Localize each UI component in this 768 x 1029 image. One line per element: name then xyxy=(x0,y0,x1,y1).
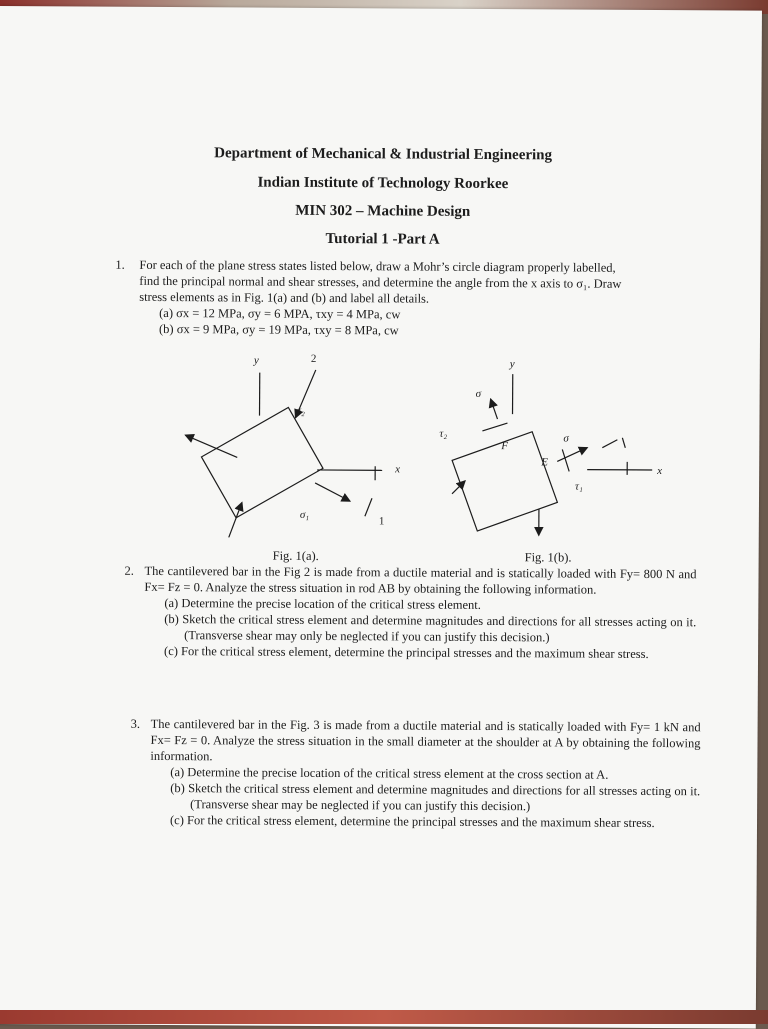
question-3 xyxy=(130,716,701,831)
fig-1b-diagram xyxy=(452,374,653,536)
question-1-line-2: find the principal normal and shear stresses, and determine the angle from the x axis to σ₁. Draw xyxy=(139,273,685,292)
course-heading: MIN 302 – Machine Design xyxy=(0,201,767,223)
question-1 xyxy=(115,257,685,340)
fig-1a-element xyxy=(201,407,323,517)
question-2-part-b: (b) Sketch the critical stress element and determine magnitudes and directions for all stresses acting on it. (Transverse shear may only be neglected if you can justify this decision.) xyxy=(164,611,696,646)
fig-1a-label-2: 2 xyxy=(311,353,317,365)
fig-1b-label-y: y xyxy=(509,358,515,370)
department-heading: Department of Mechanical & Industrial Engineering xyxy=(0,144,767,166)
fig-1a-label-1: 1 xyxy=(379,515,385,527)
fig-1b-tau2-line xyxy=(482,423,507,431)
fig-1b-label-F: F xyxy=(500,440,508,452)
question-3-part-c: (c) For the critical stress element, determine the principal stresses and the maximum shear stress. xyxy=(170,812,700,831)
question-1-number: 1. xyxy=(115,257,124,273)
tutorial-heading: Tutorial 1 -Part A xyxy=(0,229,767,251)
document-page xyxy=(0,6,762,1029)
question-1-line-3: stress elements as in Fig. 1(a) and (b) and label all details. xyxy=(139,289,685,308)
question-3-number: 3. xyxy=(131,716,140,732)
background-strip-bottom xyxy=(0,1010,768,1024)
question-2-number: 2. xyxy=(125,563,134,579)
fig-1b-caption: Fig. 1(b). xyxy=(525,550,572,565)
fig-1b-sigma-arrow xyxy=(557,447,587,461)
stress-element-figures xyxy=(167,347,688,540)
fig-1b-label-tau1: τ₁ xyxy=(575,481,583,493)
fig-1a-left-arrow xyxy=(185,435,237,457)
fig-1a-label-y: y xyxy=(253,355,259,367)
fig-1b-right-tick xyxy=(622,438,625,448)
fig-1b-label-sigma-top: σ xyxy=(476,388,482,400)
fig-1b-right-dash xyxy=(602,440,617,448)
fig-1a-diagram xyxy=(185,369,383,538)
fig-1b-tau1-line xyxy=(562,449,569,471)
fig-1b-label-tau2: τ₂ xyxy=(439,428,447,440)
fig-1b-label-x: x xyxy=(656,465,662,477)
question-2 xyxy=(124,563,697,662)
question-3-intro: The cantilevered bar in the Fig. 3 is made from a ductile material and is statically loaded with Fy= 1 kN and Fx= Fz = 0. Analyze the stress situation in the small diameter at the shoulder at A by obtaining the following information. xyxy=(150,716,700,767)
question-3-part-b: (b) Sketch the critical stress element and determine magnitudes and directions for all stresses acting on it. (Transverse shear may be neglected if you can justify this decision.) xyxy=(170,780,700,815)
fig-1b-top-arrow xyxy=(490,399,497,419)
question-1-line-1: For each of the plane stress states listed below, draw a Mohr’s circle diagram properly labelled, xyxy=(139,257,685,276)
question-2-part-c: (c) For the critical stress element, determine the principal stresses and the maximum shear stress. xyxy=(164,643,696,662)
question-1-case-b: (b) σx = 9 MPa, σy = 19 MPa, τxy = 8 MPa, cw xyxy=(159,321,685,340)
question-2-part-a: (a) Determine the precise location of the critical stress element. xyxy=(164,595,696,614)
institute-heading: Indian Institute of Technology Roorkee xyxy=(0,173,767,195)
question-2-intro: The cantilevered bar in the Fig 2 is made from a ductile material and is statically loaded with Fy= 800 N and Fx= Fz = 0. Analyze the stress situation in rod AB by obtaining the following information. xyxy=(144,563,696,598)
question-3-part-a: (a) Determine the precise location of the critical stress element at the cross section at A. xyxy=(170,764,700,783)
fig-1b-label-E: E xyxy=(540,456,548,468)
fig-1a-sigma1-arrow xyxy=(315,483,350,501)
fig-1a-direction-1 xyxy=(365,498,372,516)
fig-1a-label-sigma2: σ₂ xyxy=(295,405,304,417)
fig-1b-label-sigma-right: σ xyxy=(563,432,569,444)
fig-1a-label-sigma1: σ₁ xyxy=(300,509,309,521)
question-1-case-a: (a) σx = 12 MPa, σy = 6 MPA, τxy = 4 MPa, cw xyxy=(159,305,685,324)
fig-1a-label-x: x xyxy=(394,463,400,475)
fig-1a-caption: Fig. 1(a). xyxy=(273,549,319,564)
